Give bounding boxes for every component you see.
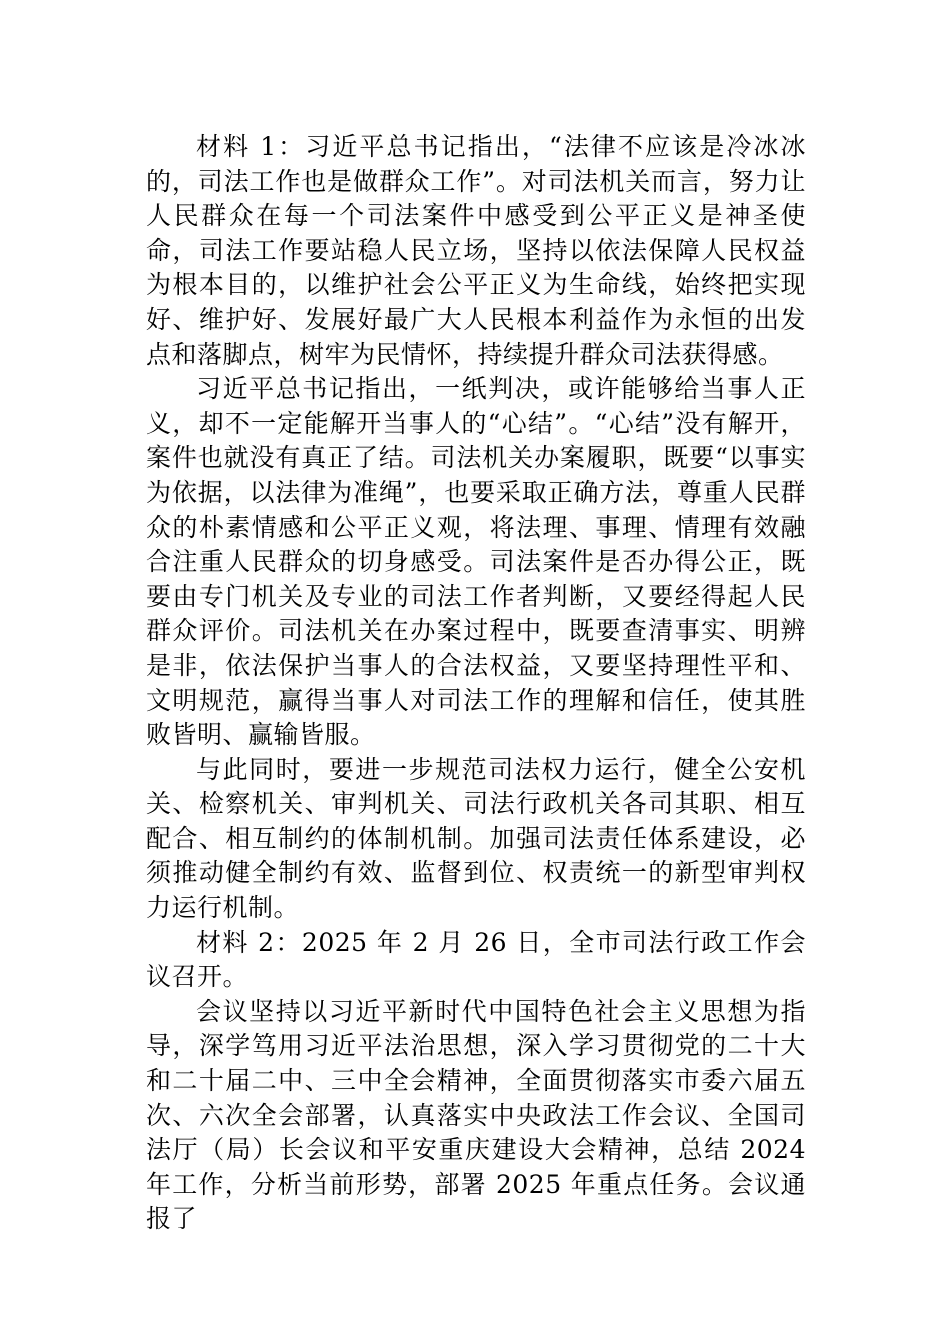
paragraph-material-2: 材料 2：2025 年 2 月 26 日，全市司法行政工作会议召开。 <box>146 927 806 992</box>
paragraph-meeting: 会议坚持以习近平新时代中国特色社会主义思想为指导，深学笃用习近平法治思想，深入学习贯彻党的二十大和二十届二中、三中全会精神，全面贯彻落实市委六届五次、六次全会部署，认真落实中央政法工作会议、全国司法厅（局）长会议和平安重庆建设大会精神，总结 2024 年工作，分析当前形势，部署 2025 年重点任务。会议通报了 <box>146 996 806 1234</box>
paragraph-judicial-power: 与此同时，要进一步规范司法权力运行，健全公安机关、检察机关、审判机关、司法行政机关各司其职、相互配合、相互制约的体制机制。加强司法责任体系建设，必须推动健全制约有效、监督到位、权责统一的新型审判权力运行机制。 <box>146 754 806 923</box>
paragraph-heart-knot: 习近平总书记指出，一纸判决，或许能够给当事人正义，却不一定能解开当事人的“心结”。“心结”没有解开，案件也就没有真正了结。司法机关办案履职，既要“以事实为依据，以法律为准绳”，也要采取正确方法，尊重人民群众的朴素情感和公平正义观，将法理、事理、情理有效融合注重人民群众的切身感受。司法案件是否办得公正，既要由专门机关及专业的司法工作者判断，又要经得起人民群众评价。司法机关在办案过程中，既要查清事实、明辨是非，依法保护当事人的合法权益，又要坚持理性平和、文明规范，赢得当事人对司法工作的理解和信任，使其胜败皆明、赢输皆服。 <box>146 374 806 750</box>
paragraph-material-1: 材料 1：习近平总书记指出，“法律不应该是冷冰冰的，司法工作也是做群众工作”。对司法机关而言，努力让人民群众在每一个司法案件中感受到公平正义是神圣使命，司法工作要站稳人民立场，坚持以依法保障人民权益为根本目的，以维护社会公平正义为生命线，始终把实现好、维护好、发展好最广大人民根本利益作为永恒的出发点和落脚点，树牢为民情怀，持续提升群众司法获得感。 <box>146 132 806 369</box>
document-body <box>146 130 806 1237</box>
